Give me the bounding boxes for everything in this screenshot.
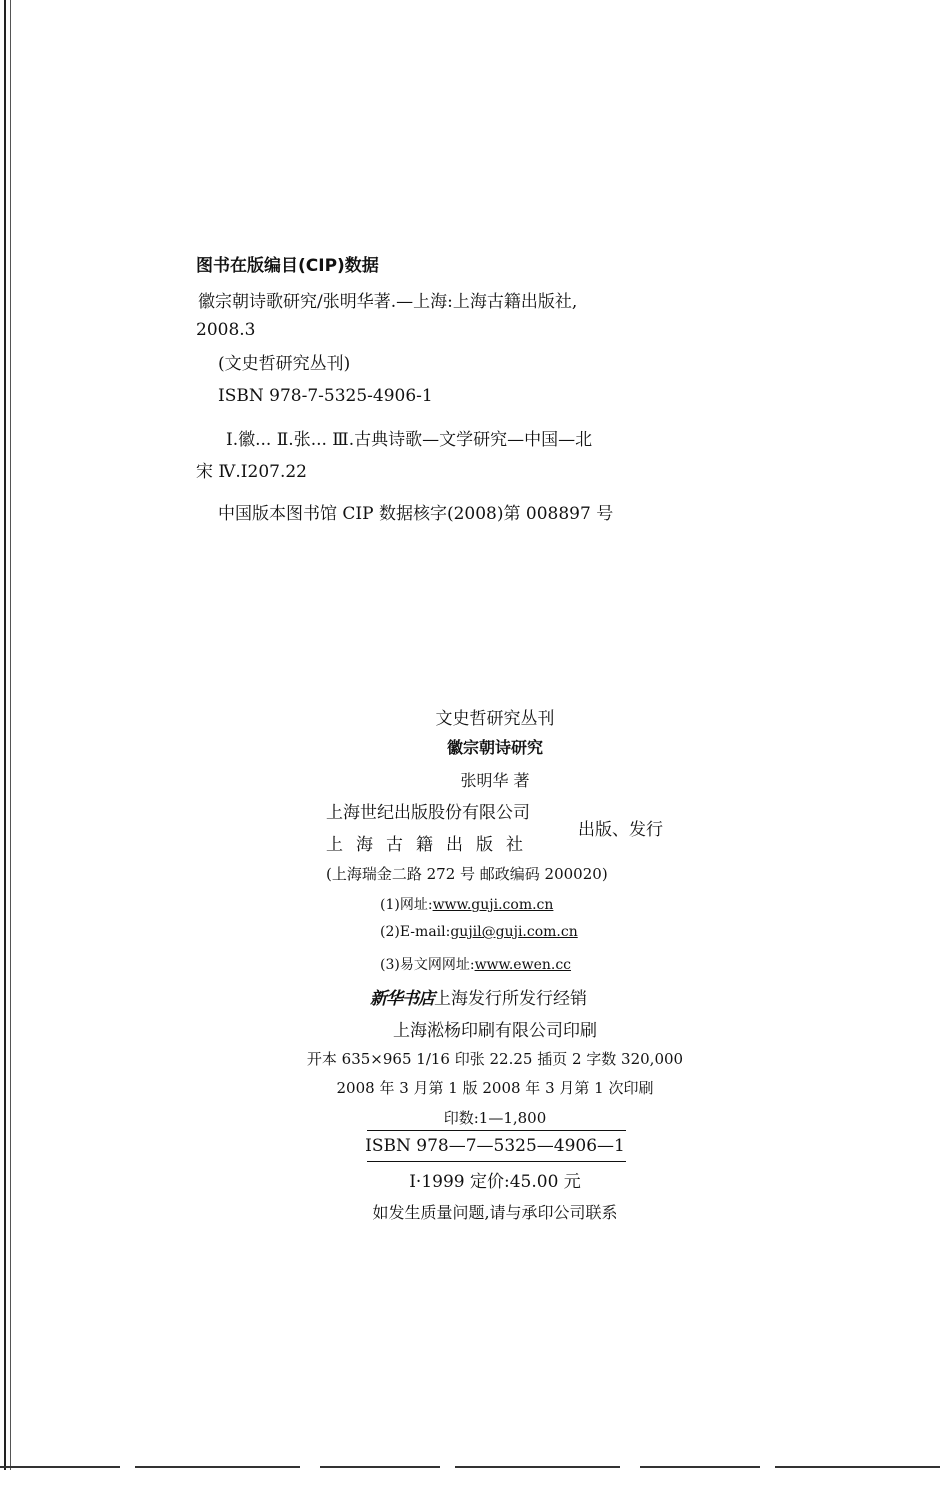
cip-heading: 图书在版编目(CIP)数据 <box>196 256 379 276</box>
cip-isbn: ISBN 978-7-5325-4906-1 <box>218 386 433 406</box>
cip-entry-line1: 徽宗朝诗歌研究/张明华著.—上海:上海古籍出版社, <box>198 292 578 312</box>
web-2-label: (2)E-mail: <box>380 924 451 940</box>
colophon-specs: 开本 635×965 1/16 印张 22.25 插页 2 字数 320,000 <box>306 1050 684 1068</box>
colophon-web-2 <box>380 924 578 940</box>
colophon-notice: 如发生质量问题,请与承印公司联系 <box>372 1203 618 1222</box>
web-3-url[interactable]: www.ewen.cc <box>474 957 572 973</box>
colophon-print-run: 印数:1—1,800 <box>443 1109 547 1127</box>
colophon-printer: 上海淞杨印刷有限公司印刷 <box>393 1021 597 1041</box>
isbn-rule-bottom <box>367 1161 626 1162</box>
web-2-email[interactable]: gujil@guji.com.cn <box>450 924 578 940</box>
colophon-price: Ⅰ·1999 定价:45.00 元 <box>409 1172 581 1192</box>
web-1-label: (1)网址: <box>380 897 433 913</box>
cip-series: (文史哲研究丛刊) <box>218 354 351 374</box>
colophon-publisher-2: 上海古籍出版社 <box>326 835 536 855</box>
colophon-publisher-1: 上海世纪出版股份有限公司 <box>326 803 530 823</box>
colophon-isbn: ISBN 978—7—5325—4906—1 <box>365 1136 625 1156</box>
cip-subjects-line1: Ⅰ.徽... Ⅱ.张... Ⅲ.古典诗歌—文学研究—中国—北 <box>226 430 593 450</box>
distributor-text: 上海发行所发行经销 <box>434 989 587 1009</box>
cip-record-number: 中国版本图书馆 CIP 数据核字(2008)第 008897 号 <box>218 504 614 524</box>
web-3-label: (3)易文网网址: <box>380 957 475 973</box>
colophon-web-1 <box>380 894 553 914</box>
web-1-url[interactable]: www.guji.com.cn <box>432 897 554 913</box>
colophon-address: (上海瑞金二路 272 号 邮政编码 200020) <box>326 865 608 883</box>
cip-entry-line2: 2008.3 <box>196 320 256 340</box>
colophon-edition: 2008 年 3 月第 1 版 2008 年 3 月第 1 次印刷 <box>336 1079 654 1097</box>
colophon-web-3 <box>380 954 571 974</box>
xinhua-bookstore-logo: 新华书店 <box>370 989 434 1009</box>
isbn-rule-top <box>367 1130 626 1131</box>
colophon-series: 文史哲研究丛刊 <box>435 709 555 729</box>
colophon-author: 张明华 著 <box>460 771 530 790</box>
cip-subjects-line2: 宋 Ⅳ.I207.22 <box>196 462 307 482</box>
colophon-title: 徽宗朝诗研究 <box>446 738 543 757</box>
colophon-publish-role: 出版、发行 <box>578 820 663 840</box>
colophon-distributor <box>370 984 587 1009</box>
scan-edge-bottom <box>0 1466 950 1468</box>
